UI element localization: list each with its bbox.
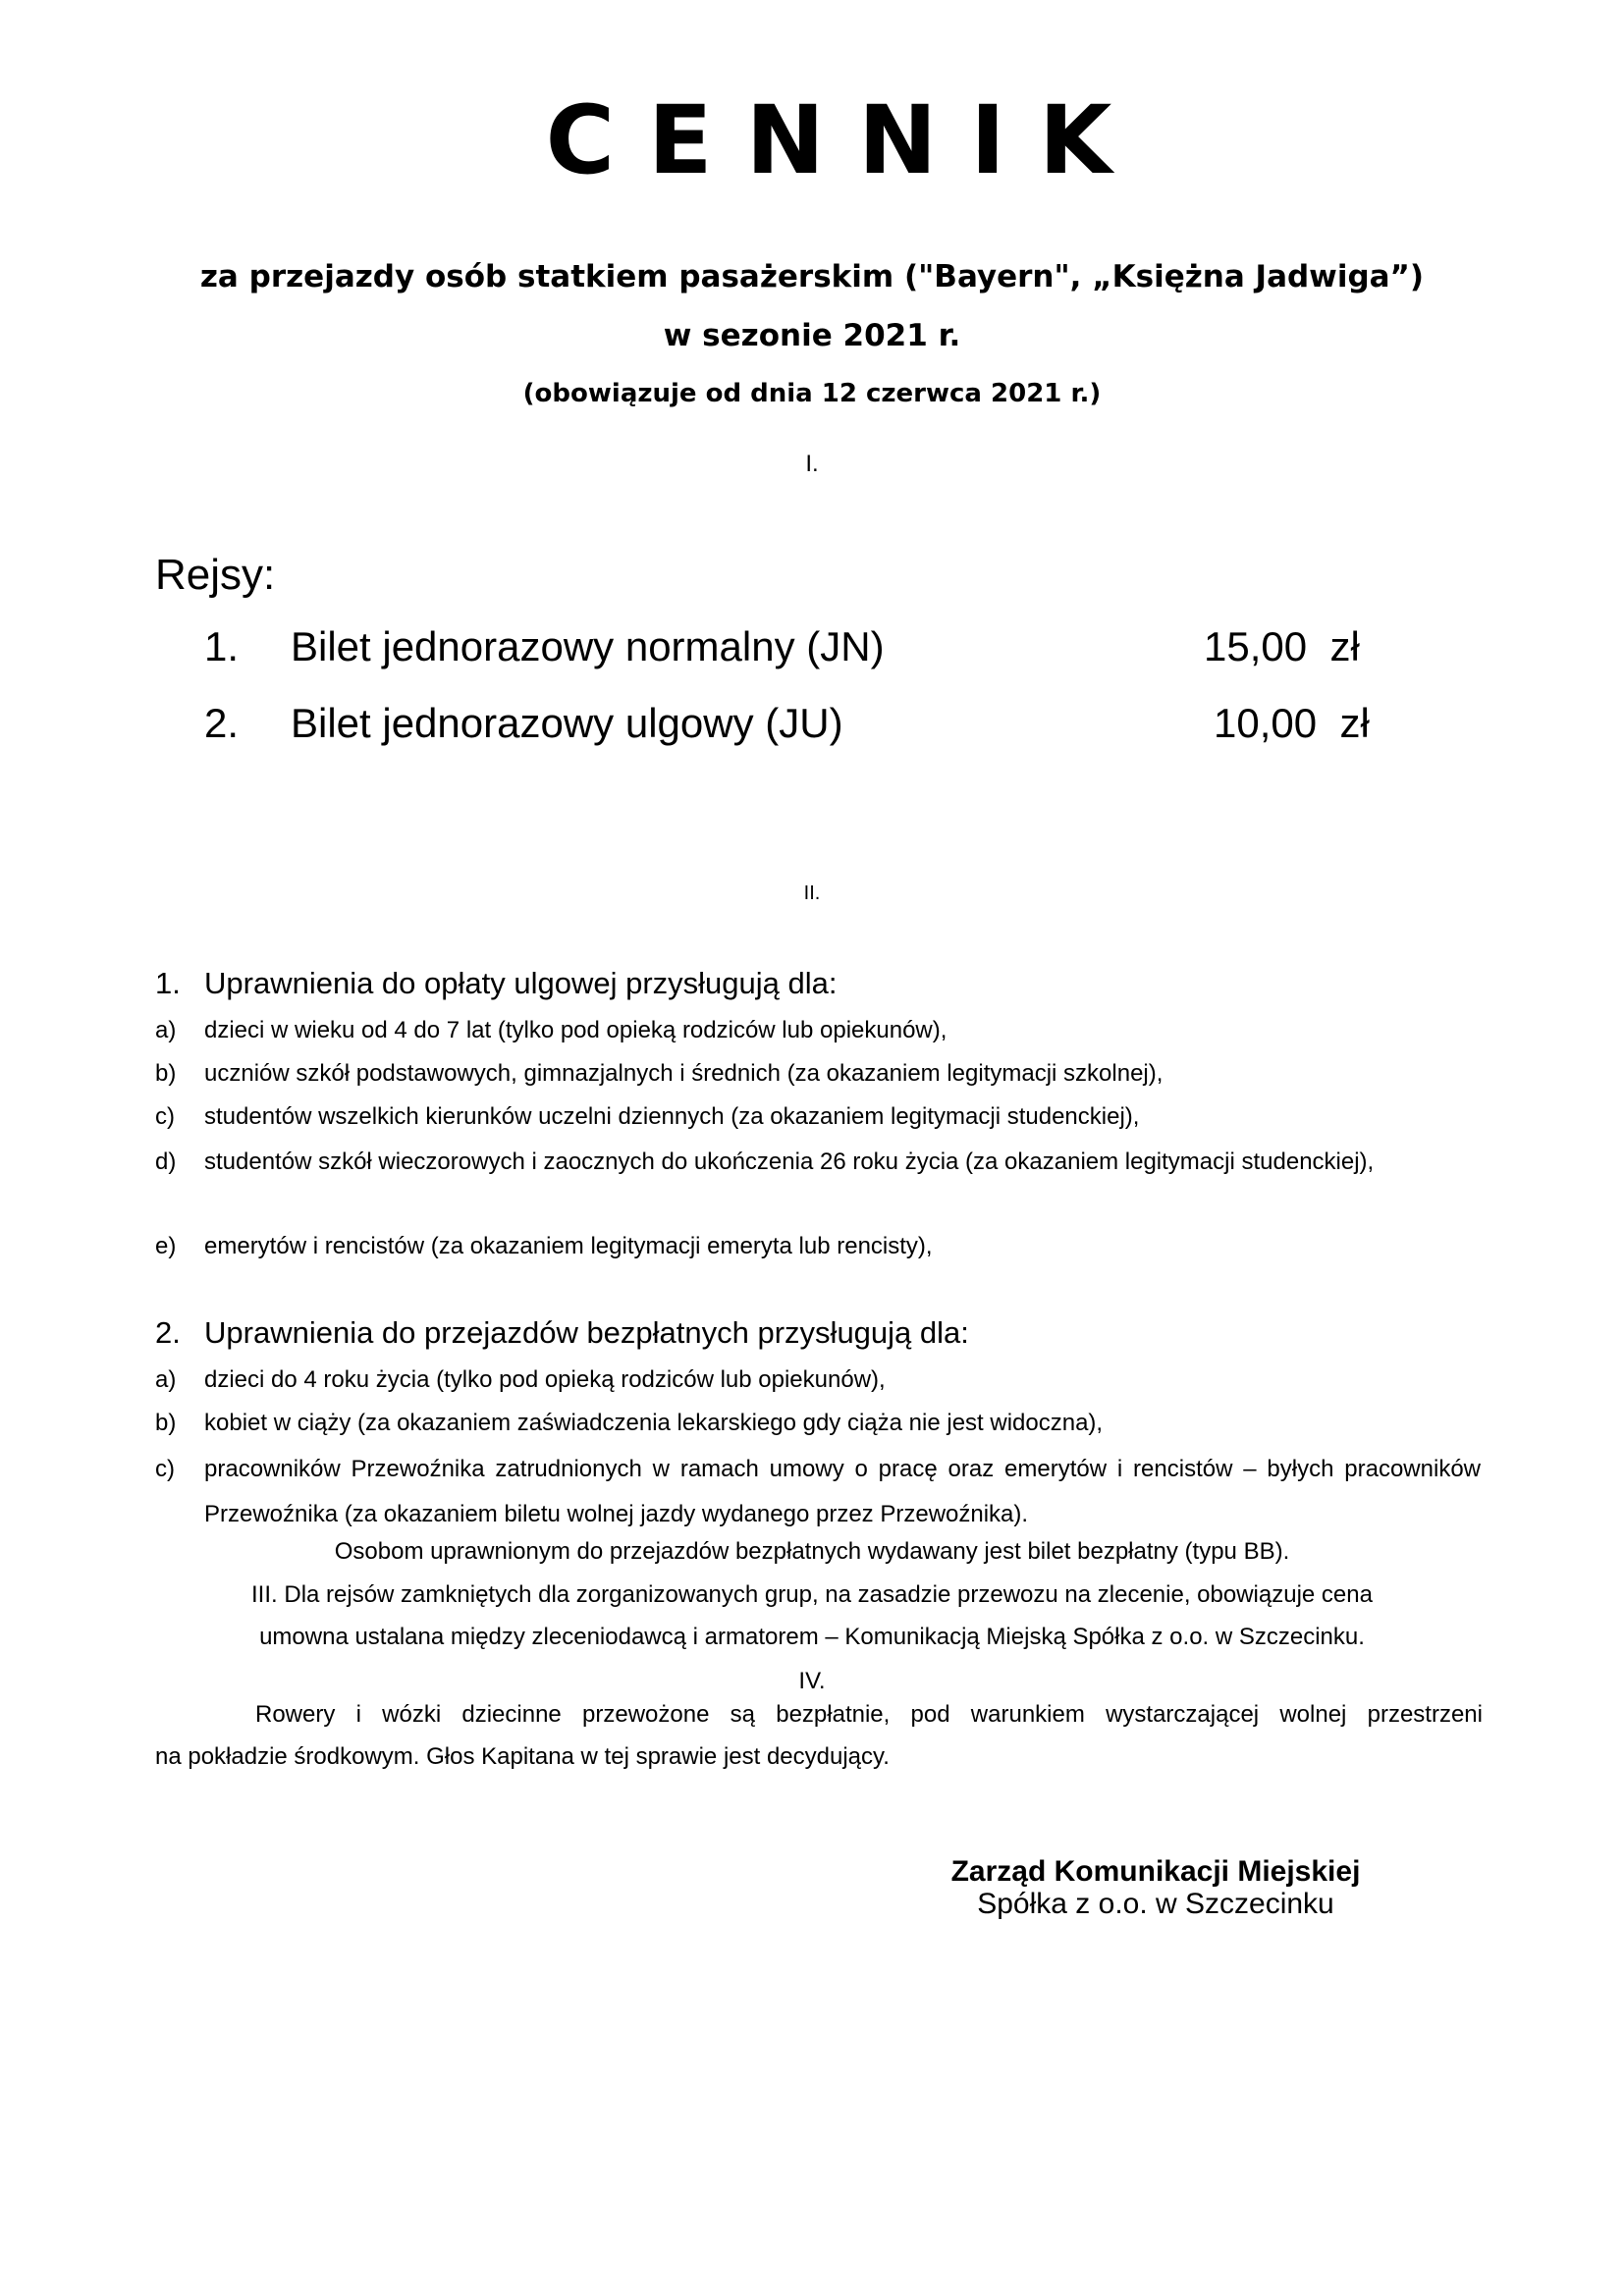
list-item: [155, 1097, 1481, 1137]
free-travel-heading: [155, 1313, 969, 1353]
price-row-number: 1.: [204, 623, 240, 669]
section-4-line-1: Rowery i wózki dziecinne przewożone są bezpłatnie, pod warunkiem wystarczającej wolnej przestrzeni: [255, 1701, 1483, 1728]
price-row-value: 10,00 zł: [1214, 700, 1370, 746]
section-4-line-2: na pokładzie środkowym. Głos Kapitana w tej sprawie jest decydujący.: [155, 1743, 890, 1770]
list-item-letter: a): [155, 1017, 177, 1043]
price-row-value: 15,00 zł: [1204, 623, 1360, 669]
price-row-label: Bilet jednorazowy ulgowy (JU): [291, 700, 843, 746]
section-2-numeral: II.: [803, 882, 821, 904]
list-item: [155, 1141, 1481, 1184]
section-3-line-2: umowna ustalana między zleceniodawcą i armatorem – Komunikacją Miejską Spółka z o.o. w Szczecinku.: [259, 1624, 1365, 1650]
subtitle-season: w sezonie 2021 r.: [663, 318, 961, 353]
section-3-line-1: III. Dla rejsów zamkniętych dla zorganizowanych grup, na zasadzie przewozu na zlecenie, obowiązuje cena: [251, 1581, 1373, 1608]
list-item-letter: a): [155, 1366, 177, 1393]
list-item-text: pracowników Przewoźnika zatrudnionych w ramach umowy o pracę oraz emerytów i rencistów – byłych pracowników Przewoźnika (za okazaniem biletu wolnej jazdy wydanego przez Przewoźnika).: [204, 1456, 1481, 1527]
list-item-text: dzieci do 4 roku życia (tylko pod opieką rodziców lub opiekunów),: [204, 1366, 886, 1393]
list-item-text: uczniów szkół podstawowych, gimnazjalnych i średnich (za okazaniem legitymacji szkolnej),: [204, 1060, 1164, 1087]
section-1-numeral: I.: [805, 451, 819, 477]
reduced-fare-heading: [155, 964, 838, 1003]
free-ticket-note: Osobom uprawnionym do przejazdów bezpłatnych wydawany jest bilet bezpłatny (typu BB).: [334, 1538, 1290, 1565]
list-item: [155, 1227, 1481, 1266]
signature-organization: Zarząd Komunikacji Miejskiej: [950, 1855, 1361, 1888]
list-item-letter: c): [155, 1456, 175, 1482]
list-item: [155, 1361, 1481, 1400]
list-item-letter: c): [155, 1103, 175, 1130]
list-item: [155, 1447, 1481, 1537]
price-row-number: 2.: [204, 700, 240, 746]
list-item: [155, 1011, 1481, 1050]
heading-number: 1.: [155, 966, 181, 1000]
list-item-text: kobiet w ciąży (za okazaniem zaświadczenia lekarskiego gdy ciąża nie jest widoczna),: [204, 1410, 1104, 1436]
list-item-letter: d): [155, 1148, 177, 1175]
price-row-label: Bilet jednorazowy normalny (JN): [291, 623, 885, 669]
list-item-text: studentów wszelkich kierunków uczelni dziennych (za okazaniem legitymacji studenckiej),: [204, 1103, 1140, 1130]
list-item: [155, 1404, 1481, 1443]
list-item-letter: e): [155, 1233, 177, 1259]
heading-number: 2.: [155, 1315, 181, 1350]
list-item-letter: b): [155, 1410, 177, 1436]
list-item: [155, 1054, 1481, 1094]
heading-text: Uprawnienia do opłaty ulgowej przysługują dla:: [204, 966, 838, 1000]
subtitle-vessels: za przejazdy osób statkiem pasażerskim ("Bayern", „Księżna Jadwiga”): [199, 259, 1425, 294]
list-item-text: dzieci w wieku od 4 do 7 lat (tylko pod opieką rodziców lub opiekunów),: [204, 1017, 947, 1043]
section-1-heading: Rejsy:: [155, 551, 276, 599]
signature-company: Spółka z o.o. w Szczecinku: [977, 1888, 1334, 1920]
list-item-text: emerytów i rencistów (za okazaniem legitymacji emeryta lub rencisty),: [204, 1233, 933, 1259]
section-4-numeral: IV.: [798, 1668, 826, 1694]
list-item-letter: b): [155, 1060, 177, 1087]
document-title: CENNIK: [545, 85, 1146, 195]
heading-text: Uprawnienia do przejazdów bezpłatnych przysługują dla:: [204, 1315, 969, 1350]
list-item-text: studentów szkół wieczorowych i zaocznych do ukończenia 26 roku życia (za okazaniem legitymacji studenckiej),: [204, 1148, 1375, 1175]
subtitle-effective-date: (obowiązuje od dnia 12 czerwca 2021 r.): [522, 379, 1102, 408]
